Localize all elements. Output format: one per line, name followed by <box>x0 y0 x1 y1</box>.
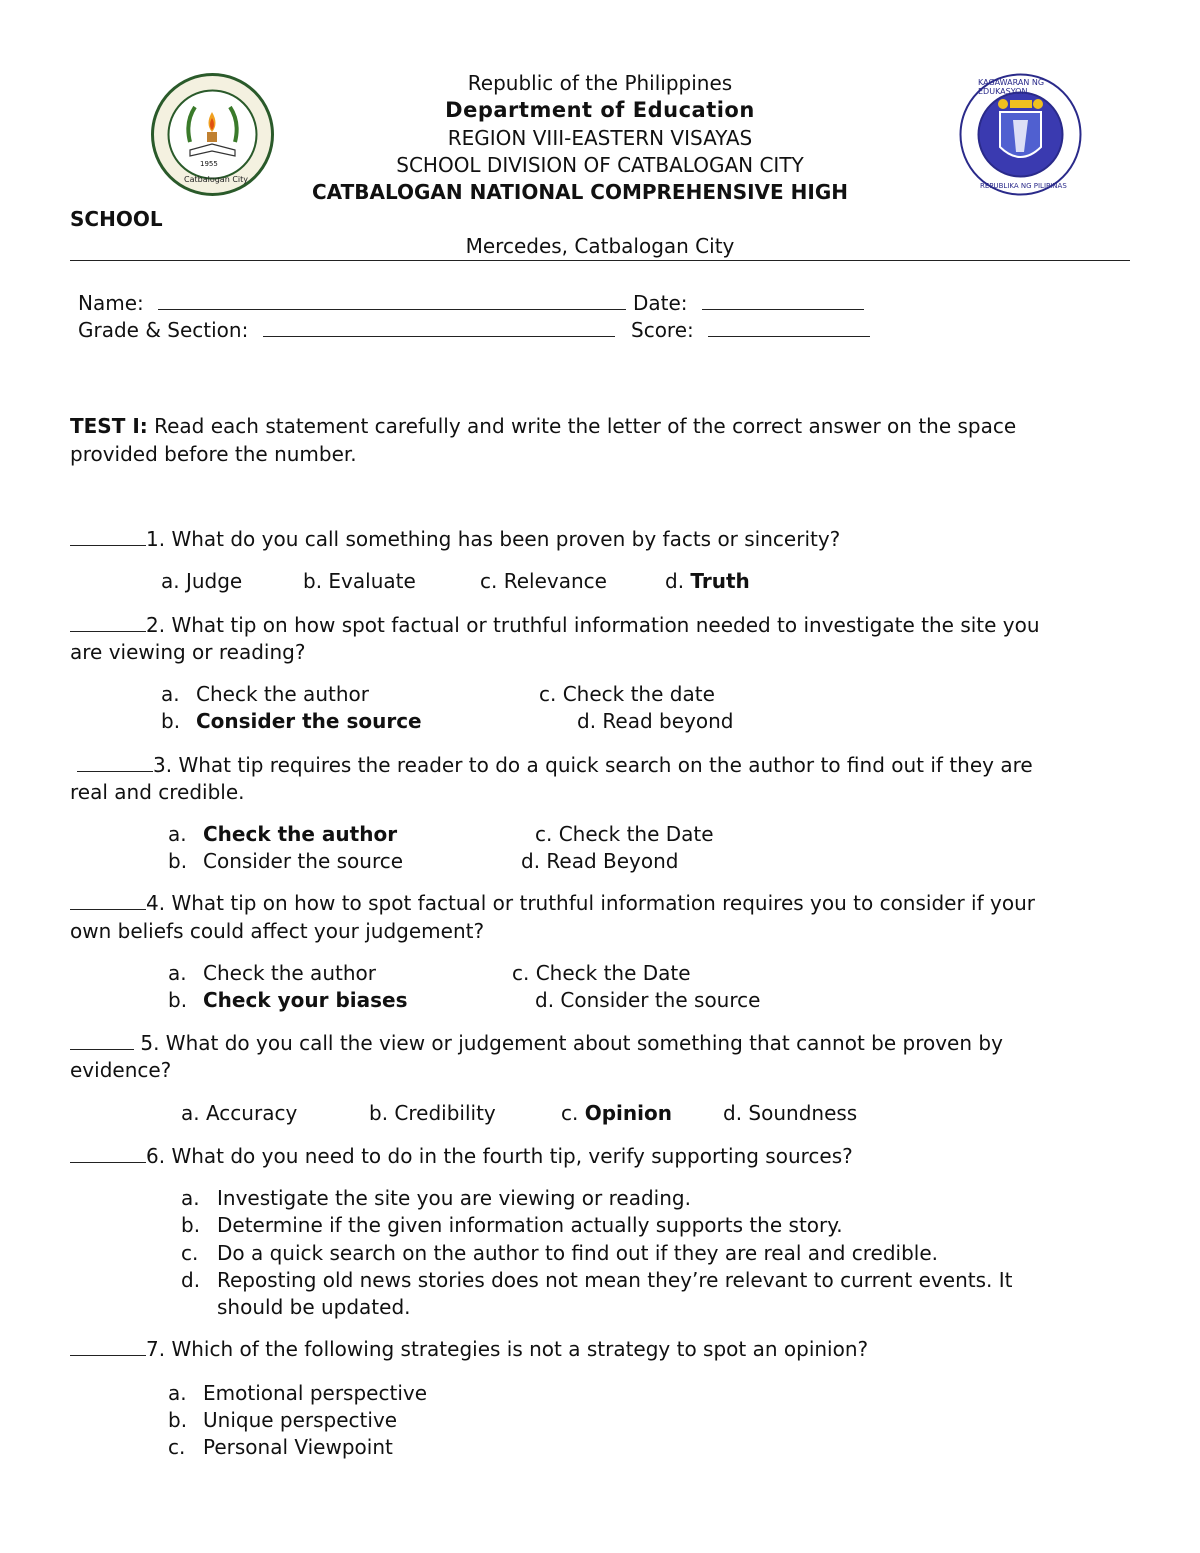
q6-option-a: Investigate the site you are viewing or reading. <box>217 1186 691 1210</box>
q5-option-b: b. Credibility <box>369 1101 496 1125</box>
answer-blank-1[interactable] <box>70 527 146 546</box>
question-3 <box>77 753 1033 777</box>
test-label: TEST I: <box>70 414 148 438</box>
q7-option-b: Unique perspective <box>203 1408 398 1432</box>
q6-option-c: Do a quick search on the author to find out if they are real and credible. <box>217 1241 939 1265</box>
name-field <box>78 291 626 315</box>
deped-seal-bottom-text: REPUBLIKA NG PILIPINAS <box>980 182 1067 190</box>
q3-option-c: c. Check the Date <box>535 822 714 846</box>
school-seal-bottom: Catbalogan City <box>184 175 248 184</box>
question-1 <box>70 527 840 551</box>
date-field <box>633 291 864 315</box>
answer-blank-3[interactable] <box>77 753 153 772</box>
question-1-text: 1. What do you call something has been proven by facts or sincerity? <box>146 527 841 551</box>
q1-option-a: a. Judge <box>161 569 243 593</box>
question-5-line-1: 5. What do you call the view or judgement about something that cannot be proven by <box>134 1031 1003 1055</box>
answer-blank-5[interactable] <box>70 1031 134 1050</box>
header-republic: Republic of the Philippines <box>467 71 733 95</box>
grade-label: Grade & Section: <box>78 318 249 342</box>
q2-option-c: c. Check the date <box>539 682 715 706</box>
question-5 <box>70 1031 1003 1055</box>
question-7-text: 7. Which of the following strategies is not a strategy to spot an opinion? <box>146 1337 869 1361</box>
header-region: REGION VIII-EASTERN VISAYAS <box>447 126 753 150</box>
test-instr-1: Read each statement carefully and write the letter of the correct answer on the space <box>147 414 1017 438</box>
grade-field <box>78 318 615 342</box>
q6-option-b: Determine if the given information actually supports the story. <box>217 1213 843 1237</box>
deped-seal-top-text: KAGAWARAN NG EDUKASYON <box>978 78 1045 96</box>
score-label: Score: <box>631 318 694 342</box>
q1-option-b: b. Evaluate <box>303 569 416 593</box>
answer-blank-4[interactable] <box>70 891 146 910</box>
q6-option-b-letter: b. <box>181 1213 201 1237</box>
date-label: Date: <box>633 291 688 315</box>
q6-option-d-letter: d. <box>181 1268 201 1292</box>
question-4 <box>70 891 1035 915</box>
header-divider <box>70 260 1130 261</box>
q2-option-d: d. Read beyond <box>577 709 734 733</box>
header-department: Department of Education <box>445 98 755 122</box>
school-seal-year: 1955 <box>200 160 218 168</box>
q4-option-c: c. Check the Date <box>512 961 691 985</box>
header-division: SCHOOL DIVISION OF CATBALOGAN CITY <box>396 153 804 177</box>
q2-option-b-letter: b. <box>161 709 181 733</box>
q5-option-d: d. Soundness <box>723 1101 858 1125</box>
q3-option-a-letter: a. <box>168 822 187 846</box>
q1-option-d <box>665 569 750 593</box>
q6-option-a-letter: a. <box>181 1186 200 1210</box>
q4-option-b: Check your biases <box>203 988 408 1012</box>
score-blank[interactable] <box>708 318 870 337</box>
name-label: Name: <box>78 291 144 315</box>
q7-option-a-letter: a. <box>168 1381 187 1405</box>
q5-option-c <box>561 1101 672 1125</box>
q7-option-a: Emotional perspective <box>203 1381 428 1405</box>
q3-option-d: d. Read Beyond <box>521 849 679 873</box>
q6-option-d-line-1: Reposting old news stories does not mean they’re relevant to current events. It <box>217 1268 1013 1292</box>
q2-option-b: Consider the source <box>196 709 422 733</box>
q1-option-d-letter: d. <box>665 569 691 593</box>
name-blank[interactable] <box>158 291 626 310</box>
q5-option-c-text: Opinion <box>584 1101 672 1125</box>
q7-option-c-letter: c. <box>168 1435 186 1459</box>
header-school-name: CATBALOGAN NATIONAL COMPREHENSIVE HIGH <box>312 180 848 204</box>
q3-option-b-letter: b. <box>168 849 188 873</box>
question-4-line-2: own beliefs could affect your judgement? <box>70 919 485 943</box>
question-4-line-1: 4. What tip on how to spot factual or truthful information requires you to consider if your <box>146 891 1035 915</box>
q5-option-a: a. Accuracy <box>181 1101 298 1125</box>
q4-option-b-letter: b. <box>168 988 188 1012</box>
q4-option-a-letter: a. <box>168 961 187 985</box>
q2-option-a-letter: a. <box>161 682 180 706</box>
q4-option-d: d. Consider the source <box>535 988 761 1012</box>
question-2-line-2: are viewing or reading? <box>70 640 306 664</box>
question-2 <box>70 613 1040 637</box>
answer-blank-2[interactable] <box>70 613 146 632</box>
q3-option-a: Check the author <box>203 822 398 846</box>
question-3-line-1: 3. What tip requires the reader to do a quick search on the author to find out if they are <box>153 753 1033 777</box>
q7-option-c: Personal Viewpoint <box>203 1435 393 1459</box>
answer-blank-6[interactable] <box>70 1144 146 1163</box>
q6-option-c-letter: c. <box>181 1241 199 1265</box>
q1-option-d-text: Truth <box>690 569 750 593</box>
q6-option-d-line-2: should be updated. <box>217 1295 411 1319</box>
answer-blank-7[interactable] <box>70 1337 146 1356</box>
q2-option-a: Check the author <box>196 682 369 706</box>
test-instr-2: provided before the number. <box>70 442 357 466</box>
q5-option-c-letter: c. <box>561 1101 585 1125</box>
grade-blank[interactable] <box>263 318 615 337</box>
question-2-line-1: 2. What tip on how spot factual or truthful information needed to investigate the site you <box>146 613 1040 637</box>
question-6-text: 6. What do you need to do in the fourth tip, verify supporting sources? <box>146 1144 853 1168</box>
question-7 <box>70 1337 868 1361</box>
question-5-line-2: evidence? <box>70 1058 172 1082</box>
q4-option-a: Check the author <box>203 961 376 985</box>
score-field <box>631 318 870 342</box>
q7-option-b-letter: b. <box>168 1408 188 1432</box>
question-6 <box>70 1144 853 1168</box>
q1-option-c: c. Relevance <box>480 569 607 593</box>
test-instructions <box>70 414 1016 438</box>
question-3-line-2: real and credible. <box>70 780 245 804</box>
q3-option-b: Consider the source <box>203 849 404 873</box>
header-school-word: SCHOOL <box>70 207 163 231</box>
date-blank[interactable] <box>702 291 864 310</box>
header-address: Mercedes, Catbalogan City <box>465 234 735 258</box>
